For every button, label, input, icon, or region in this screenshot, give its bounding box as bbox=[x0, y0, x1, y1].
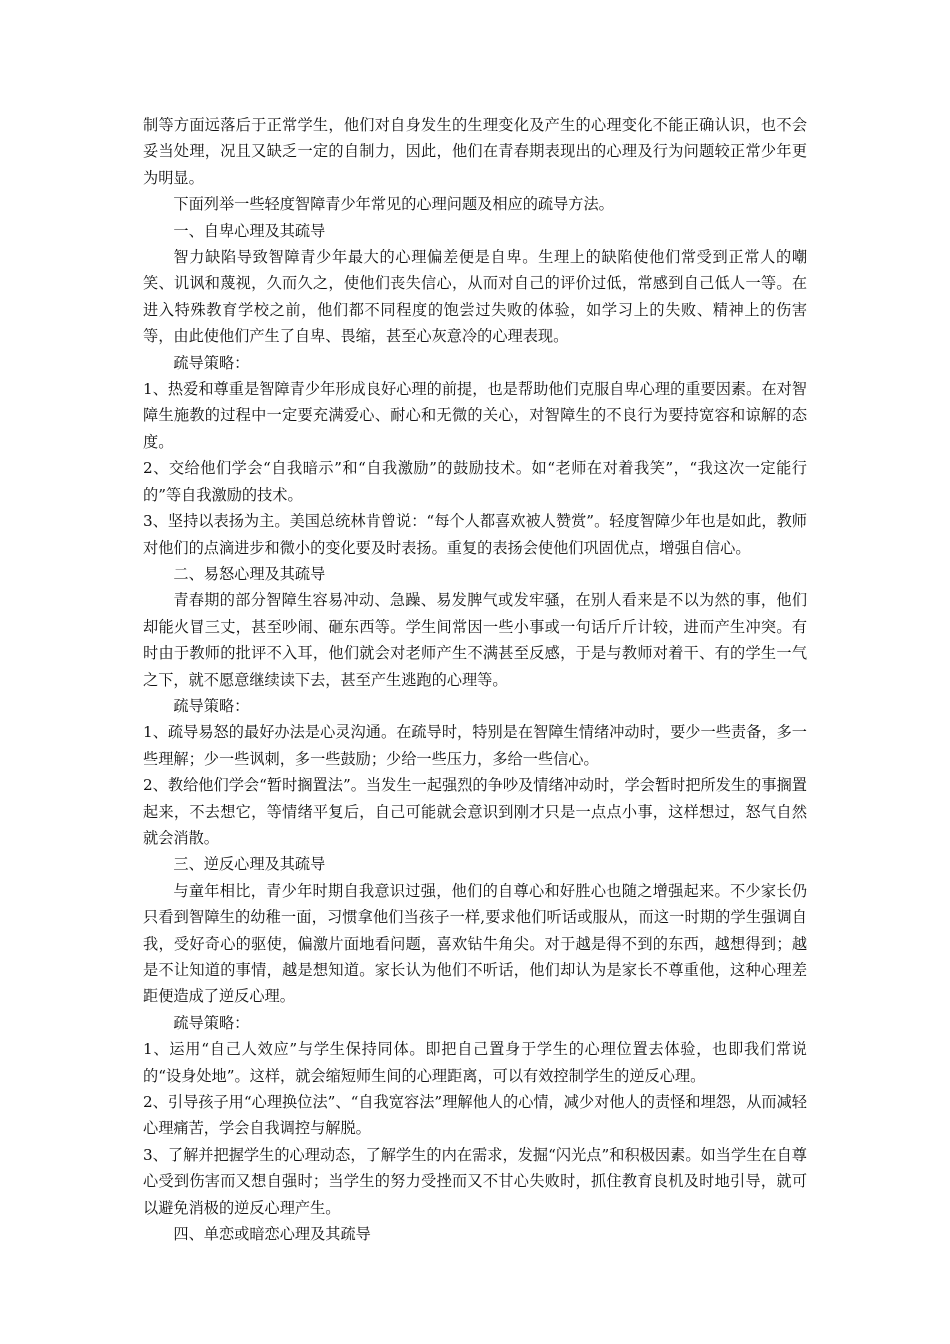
paragraph-intro: 下面列举一些轻度智障青少年常见的心理问题及相应的疏导方法。 bbox=[173, 195, 614, 214]
strategy-item-1-1: 1、热爱和尊重是智障青少年形成良好心理的前提，也是帮助他们克服自卑心理的重要因素。在对智障生施教的过程中一定要充满爱心、耐心和无微的关心，对智障生的不良行为要持宽容和谅解的态度。 bbox=[143, 380, 807, 451]
paragraph-section-3: 与童年相比，青少年时期自我意识过强，他们的自尊心和好胜心也随之增强起来。不少家长仍只看到智障生的幼稚一面，习惯拿他们当孩子一样,要求他们听话或服从，而这一时期的学生强调自我，受好奇心的驱使，偏激片面地看问题，喜欢钻牛角尖。对于越是得不到的东西，越想得到；越是不让知道的事情，越是想知道。家长认为他们不听话，他们却认为是家长不尊重他，这种心理差距便造成了逆反心理。 bbox=[143, 881, 807, 1006]
strategy-item-3-1: 1、运用“自己人效应”与学生保持同体。即把自己置身于学生的心理位置去体验，也即我们常说的“设身处地”。这样，就会缩短师生间的心理距离，可以有效控制学生的逆反心理。 bbox=[143, 1040, 807, 1085]
strategy-label-3: 疏导策略： bbox=[173, 1013, 250, 1032]
section-heading-2: 二、易怒心理及其疏导 bbox=[173, 564, 326, 583]
strategy-item-3-2: 2、引导孩子用“心理换位法”、“自我宽容法”理解他人的心情，减少对他人的责怪和埋怨，从而减轻心理痛苦，学会自我调控与解脱。 bbox=[143, 1093, 807, 1138]
strategy-item-1-3: 3、坚持以表扬为主。美国总统林肯曾说：“每个人都喜欢被人赞赏”。轻度智障少年也是如此，教师对他们的点滴进步和微小的变化要及时表扬。重复的表扬会使他们巩固优点，增强自信心。 bbox=[143, 512, 807, 557]
strategy-item-3-3: 3、了解并把握学生的心理动态，了解学生的内在需求，发掘“闪光点”和积极因素。如当学生在自尊心受到伤害而又想自强时；当学生的努力受挫而又不甘心失败时，抓住教育良机及时地引导，就可以避免消极的逆反心理产生。 bbox=[143, 1145, 807, 1217]
strategy-label-1: 疏导策略： bbox=[173, 353, 250, 372]
paragraph-section-2: 青春期的部分智障生容易冲动、急躁、易发脾气或发牢骚，在别人看来是不以为然的事，他们却能火冒三丈，甚至吵闹、砸东西等。学生间常因一些小事或一句话斤斤计较，进而产生冲突。有时由于教师的批评不入耳，他们就会对老师产生不满甚至反感，于是与教师对着干、有的学生一气之下，就不愿意继续读下去，甚至产生逃跑的心理等。 bbox=[143, 591, 807, 689]
paragraph-continuation: 制等方面远落后于正常学生，他们对自身发生的生理变化及产生的心理变化不能正确认识，也不会妥当处理，况且又缺乏一定的自制力，因此，他们在青春期表现出的心理及行为问题较正常少年更为明显。 bbox=[143, 116, 807, 187]
strategy-label-2: 疏导策略： bbox=[173, 696, 250, 715]
section-heading-3: 三、逆反心理及其疏导 bbox=[173, 855, 326, 874]
strategy-item-2-2: 2、教给他们学会“暂时搁置法”。当发生一起强烈的争吵及情绪冲动时，学会暂时把所发生的事搁置起来，不去想它，等情绪平复后，自己可能就会意识到刚才只是一点点小事，这样想过，怒气自然就会消散。 bbox=[143, 776, 807, 847]
strategy-item-1-2: 2、交给他们学会“自我暗示”和“自我激励”的鼓励技术。如“老师在对着我笑”，“我这次一定能行的”等自我激励的技术。 bbox=[143, 459, 807, 504]
strategy-item-2-1: 1、疏导易怒的最好办法是心灵沟通。在疏导时，特别是在智障生情绪冲动时，要少一些责备，多一些理解；少一些讽刺，多一些鼓励；少给一些压力，多给一些信心。 bbox=[143, 723, 807, 768]
paragraph-section-1: 智力缺陷导致智障青少年最大的心理偏差便是自卑。生理上的缺陷使他们常受到正常人的嘲笑、讥讽和蔑视，久而久之，使他们丧失信心，从而对自己的评价过低，常感到自己低人一等。在进入特殊教育学校之前，他们都不同程度的饱尝过失败的体验，如学习上的失败、精神上的伤害等，由此使他们产生了自卑、畏缩，甚至心灰意冷的心理表现。 bbox=[143, 248, 807, 346]
document-page bbox=[143, 112, 807, 1247]
section-heading-4: 四、单恋或暗恋心理及其疏导 bbox=[173, 1225, 371, 1244]
section-heading-1: 一、自卑心理及其疏导 bbox=[173, 221, 326, 240]
